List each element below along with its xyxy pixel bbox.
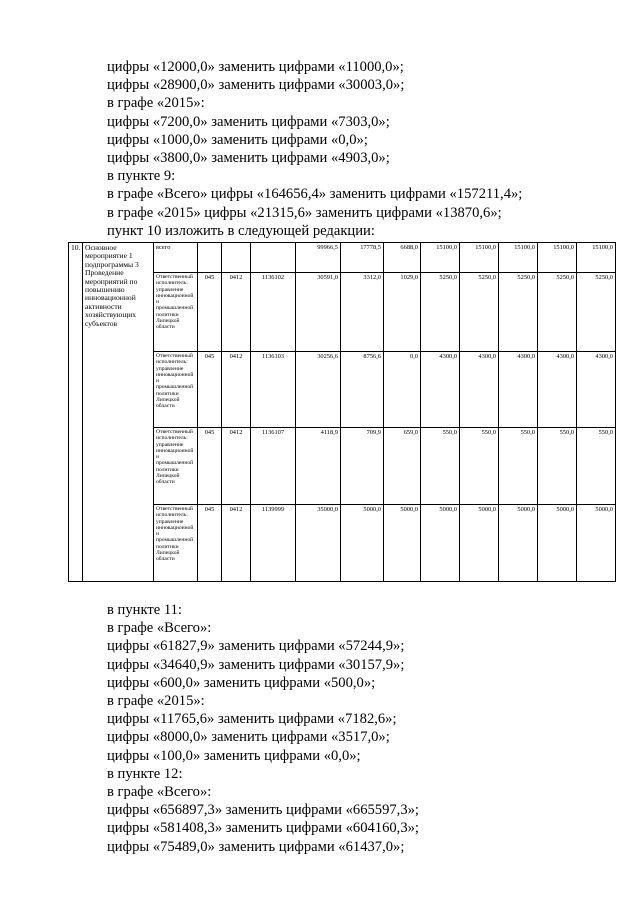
table-cell: 550,0 <box>538 428 577 505</box>
table-cell: 5250,0 <box>460 273 499 352</box>
text-line: цифры «100,0» заменить цифрами «0,0»; <box>107 747 361 764</box>
table-cell: 550,0 <box>577 428 616 505</box>
table-cell: 15100,0 <box>421 243 460 273</box>
csr-cell: 1139999 <box>251 505 296 582</box>
table-cell: 550,0 <box>460 428 499 505</box>
table-cell: 0,0 <box>384 352 421 428</box>
table-cell: 35000,0 <box>296 505 341 582</box>
text-line: цифры «12000,0» заменить цифрами «11000,0»; <box>107 59 404 75</box>
table-cell: 99966,5 <box>296 243 341 273</box>
table-cell: 5000,0 <box>384 505 421 582</box>
table-cell: 550,0 <box>421 428 460 505</box>
table-cell: 4300,0 <box>460 352 499 428</box>
grbs-cell: 045 <box>198 505 222 582</box>
table-cell: 15100,0 <box>577 243 616 273</box>
text-line: цифры «11765,6» заменить цифрами «7182,6»; <box>107 711 397 728</box>
executor-cell: Ответственный исполнитель: управление инновационной и промышленной политики Липецкой области <box>154 352 198 428</box>
table-cell: 5250,0 <box>538 273 577 352</box>
text-line: цифры «3800,0» заменить цифрами «4903,0»; <box>107 150 390 167</box>
csr-cell: 1136107 <box>251 428 296 505</box>
total-label: всего <box>154 243 198 273</box>
csr-cell: 1136102 <box>251 273 296 352</box>
empty-cell <box>251 243 296 273</box>
text-line: цифры «7200,0» заменить цифрами «7303,0»; <box>107 113 390 130</box>
text-line: в пункте 12: <box>107 765 183 782</box>
table-cell: 659,0 <box>384 428 421 505</box>
text-line: в графе «Всего»: <box>107 784 212 801</box>
amendment-text-bottom <box>107 601 587 856</box>
empty-cell <box>222 243 251 273</box>
item-number: 10. <box>69 243 83 582</box>
table-cell: 4300,0 <box>538 352 577 428</box>
table-cell: 5000,0 <box>421 505 460 582</box>
table-cell: 4118,9 <box>296 428 341 505</box>
text-line: цифры «75489,0» заменить цифрами «61437,0»; <box>107 838 405 855</box>
empty-cell <box>198 243 222 273</box>
text-line: в графе «2015»: <box>107 693 205 710</box>
text-line: цифры «8000,0» заменить цифрами «3517,0»; <box>107 729 390 746</box>
amendment-text-top <box>107 58 587 240</box>
text-line: цифры «61827,9» заменить цифрами «57244,9»; <box>107 638 405 655</box>
table-cell: 5000,0 <box>577 505 616 582</box>
executor-cell: Ответственный исполнитель: управление инновационной и промышленной политики Липецкой области <box>154 273 198 352</box>
table-cell: 5250,0 <box>577 273 616 352</box>
text-line: в графе «2015»: <box>107 95 205 112</box>
csr-cell: 1136103 <box>251 352 296 428</box>
text-line: в графе «Всего»: <box>107 620 212 637</box>
table-cell: 709,9 <box>341 428 384 505</box>
text-line: цифры «28900,0» заменить цифрами «30003,0»; <box>107 77 405 94</box>
rz-cell: 0412 <box>222 505 251 582</box>
text-line: цифры «600,0» заменить цифрами «500,0»; <box>107 674 376 691</box>
item-name: Основное мероприятие 1 подпрограммы 3 Проведение мероприятий по повышению инновационной активности хозяйствующих субъектов <box>83 243 154 582</box>
text-line: пункт 10 изложить в следующей редакции: <box>107 222 375 239</box>
table-cell: 5000,0 <box>538 505 577 582</box>
table-cell: 30591,0 <box>296 273 341 352</box>
text-line: цифры «581408,3» заменить цифрами «604160,3»; <box>107 820 419 837</box>
rz-cell: 0412 <box>222 428 251 505</box>
table-cell: 5000,0 <box>341 505 384 582</box>
rz-cell: 0412 <box>222 273 251 352</box>
table-cell: 15100,0 <box>460 243 499 273</box>
text-line: в пункте 9: <box>107 168 176 185</box>
table-cell: 5250,0 <box>499 273 538 352</box>
rz-cell: 0412 <box>222 352 251 428</box>
text-line: в графе «Всего» цифры «164656,4» заменить цифрами «157211,4»; <box>107 186 523 203</box>
table-cell: 15100,0 <box>499 243 538 273</box>
executor-cell: Ответственный исполнитель: управление инновационной и промышленной политики Липецкой области <box>154 428 198 505</box>
table-cell: 4300,0 <box>499 352 538 428</box>
table-cell: 4300,0 <box>421 352 460 428</box>
grbs-cell: 045 <box>198 273 222 352</box>
table-cell: 5000,0 <box>460 505 499 582</box>
table-cell: 17778,5 <box>341 243 384 273</box>
text-line: цифры «656897,3» заменить цифрами «665597,3»; <box>107 802 419 819</box>
table-cell: 30256,6 <box>296 352 341 428</box>
table-cell: 3312,0 <box>341 273 384 352</box>
table-cell: 5250,0 <box>421 273 460 352</box>
text-line: в пункте 11: <box>107 602 182 618</box>
table-cell: 6688,0 <box>384 243 421 273</box>
grbs-cell: 045 <box>198 352 222 428</box>
table-cell: 1029,0 <box>384 273 421 352</box>
table-cell: 4300,0 <box>577 352 616 428</box>
table-cell: 15100,0 <box>538 243 577 273</box>
executor-cell: Ответственный исполнитель: управление инновационной и промышленной политики Липецкой области <box>154 505 198 582</box>
text-line: цифры «34640,9» заменить цифрами «30157,9»; <box>107 656 405 673</box>
text-line: в графе «2015» цифры «21315,6» заменить цифрами «13870,6»; <box>107 204 502 221</box>
text-line: цифры «1000,0» заменить цифрами «0,0»; <box>107 131 368 148</box>
grbs-cell: 045 <box>198 428 222 505</box>
program-measures-table <box>68 242 616 582</box>
table-cell: 8756,6 <box>341 352 384 428</box>
table-cell: 550,0 <box>499 428 538 505</box>
table-cell: 5000,0 <box>499 505 538 582</box>
table-row-total <box>69 243 616 273</box>
